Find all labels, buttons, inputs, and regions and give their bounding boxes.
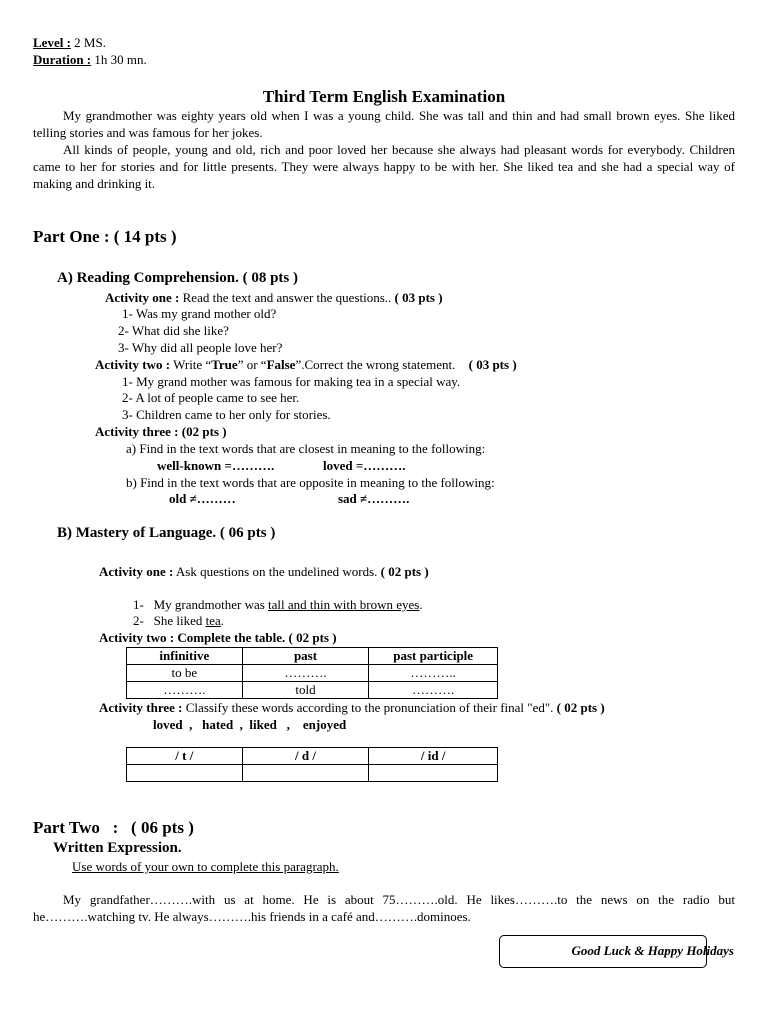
part-one-heading: Part One : ( 14 pts ): [33, 227, 177, 246]
completion-paragraph: [33, 891, 735, 925]
statement-2: 2- A lot of people came to see her.: [122, 390, 300, 405]
duration-value: 1h 30 mn.: [94, 52, 147, 67]
false-word: False: [266, 357, 296, 372]
b-activity-one-label: Activity one :: [99, 564, 174, 579]
written-expression-heading: Written Expression.: [53, 840, 182, 856]
verb-table-header: [127, 648, 498, 665]
a-activity-two-label: Activity two :: [95, 357, 171, 372]
b-activity-one-points: ( 02 pts ): [380, 564, 429, 579]
mastery-item-2-underlined: tea: [205, 613, 221, 628]
verb-table-header-cell: past participle: [369, 648, 498, 665]
part-two-heading: Part Two : ( 06 pts ): [33, 818, 194, 837]
written-expression-instruction: Use words of your own to complete this paragraph.: [72, 859, 339, 874]
table-cell: ………..: [369, 665, 498, 682]
synonym-item-2: loved =……….: [323, 458, 406, 473]
verb-table: [126, 647, 498, 699]
mastery-item-1-post: .: [419, 597, 423, 612]
mastery-item-2-pre: She liked: [153, 613, 206, 628]
a-activity-one-points: ( 03 pts ): [394, 290, 443, 305]
a-activity-two-or: ” or “: [237, 357, 267, 372]
mastery-item-2: [133, 613, 224, 629]
level-label: Level :: [33, 35, 71, 50]
table-cell: told: [242, 682, 369, 699]
statement-3: 3- Children came to her only for stories.: [122, 407, 331, 422]
level-line: [33, 35, 106, 51]
exam-title: Third Term English Examination: [262, 87, 506, 106]
b-activity-one-line: [99, 564, 429, 580]
opposite-item-1: old ≠………: [169, 491, 236, 506]
ed-table-header-cell: / id /: [369, 748, 498, 765]
footer-text: Good Luck & Happy Holidays: [571, 943, 734, 958]
table-cell: ……….: [127, 682, 243, 699]
ed-table-header: [127, 748, 498, 765]
ed-table: [126, 747, 498, 782]
a-activity-two-rest: ”.Correct the wrong statement.: [295, 357, 456, 372]
reading-paragraph-1: My grandmother was eighty years old when I was a young child. She was tall and thin and had small brown eyes. She liked telling stories and was famous for her jokes.: [33, 108, 735, 140]
table-cell: to be: [127, 665, 243, 682]
mastery-item-1-number: 1-: [133, 597, 144, 612]
table-cell: ……….: [369, 682, 498, 699]
a-activity-three-label: Activity three : (02 pts ): [95, 424, 227, 439]
opposite-item-2: sad ≠……….: [338, 491, 410, 506]
b-activity-three-label: Activity three :: [99, 700, 183, 715]
b-activity-three-instruction: Classify these words according to the pronunciation of their final "ed".: [185, 700, 554, 715]
table-row: [127, 682, 498, 699]
reading-text: [33, 107, 735, 192]
section-a-heading: A) Reading Comprehension. ( 08 pts ): [57, 270, 298, 286]
b-activity-two-label: Activity two : Complete the table. ( 02 pts ): [99, 630, 337, 645]
verb-table-header-cell: infinitive: [127, 648, 243, 665]
mastery-item-2-number: 2-: [133, 613, 144, 628]
reading-paragraph-2: All kinds of people, young and old, rich and poor loved her because she always had pleasant words for everybody. Children came to her for stories and for little presents. They were always happy to be with her. She liked tea and she had a special way of making and drinking it.: [33, 142, 735, 191]
completion-paragraph-text: My grandfather……….with us at home. He is about 75……….old. He likes……….to the news on the radio but he……….watching tv. He always……….his friends in a café and……….dominoes.: [33, 892, 735, 924]
opposites-instruction: b) Find in the text words that are opposite in meaning to the following:: [126, 475, 495, 490]
ed-table-header-cell: / d /: [242, 748, 369, 765]
a-activity-one-line: [105, 290, 443, 306]
a-activity-two-line: [95, 357, 517, 373]
table-cell: ……….: [242, 665, 369, 682]
b-activity-one-instruction: Ask questions on the undelined words.: [175, 564, 378, 579]
mastery-item-1: [133, 597, 423, 613]
table-cell: [369, 765, 498, 782]
table-cell: [127, 765, 243, 782]
question-1: 1- Was my grand mother old?: [122, 306, 277, 321]
table-cell: [242, 765, 369, 782]
mastery-item-1-pre: My grandmother was: [153, 597, 269, 612]
b-activity-three-line: [99, 700, 605, 716]
question-3: 3- Why did all people love her?: [118, 340, 283, 355]
a-activity-one-instruction: Read the text and answer the questions..: [182, 290, 392, 305]
question-2: 2- What did she like?: [118, 323, 229, 338]
synonym-item-1: well-known =……….: [157, 458, 275, 473]
table-row: [127, 665, 498, 682]
mastery-item-1-underlined: tall and thin with brown eyes: [268, 597, 420, 612]
table-row: [127, 765, 498, 782]
duration-label: Duration :: [33, 52, 92, 67]
duration-line: [33, 52, 147, 68]
mastery-item-2-post: .: [220, 613, 224, 628]
ed-table-header-cell: / t /: [127, 748, 243, 765]
true-word: True: [211, 357, 238, 372]
statement-1: 1- My grand mother was famous for making tea in a special way.: [122, 374, 461, 389]
footer-box: [499, 935, 734, 968]
synonyms-instruction: a) Find in the text words that are closest in meaning to the following:: [126, 441, 486, 456]
b-activity-three-points: ( 02 pts ): [556, 700, 605, 715]
a-activity-two-points: ( 03 pts ): [468, 357, 517, 372]
section-b-heading: B) Mastery of Language. ( 06 pts ): [57, 525, 276, 541]
a-activity-two-write: Write “: [173, 357, 212, 372]
a-activity-one-label: Activity one :: [105, 290, 180, 305]
ed-words: loved , hated , liked , enjoyed: [153, 717, 347, 732]
level-value: 2 MS.: [74, 35, 106, 50]
verb-table-header-cell: past: [242, 648, 369, 665]
